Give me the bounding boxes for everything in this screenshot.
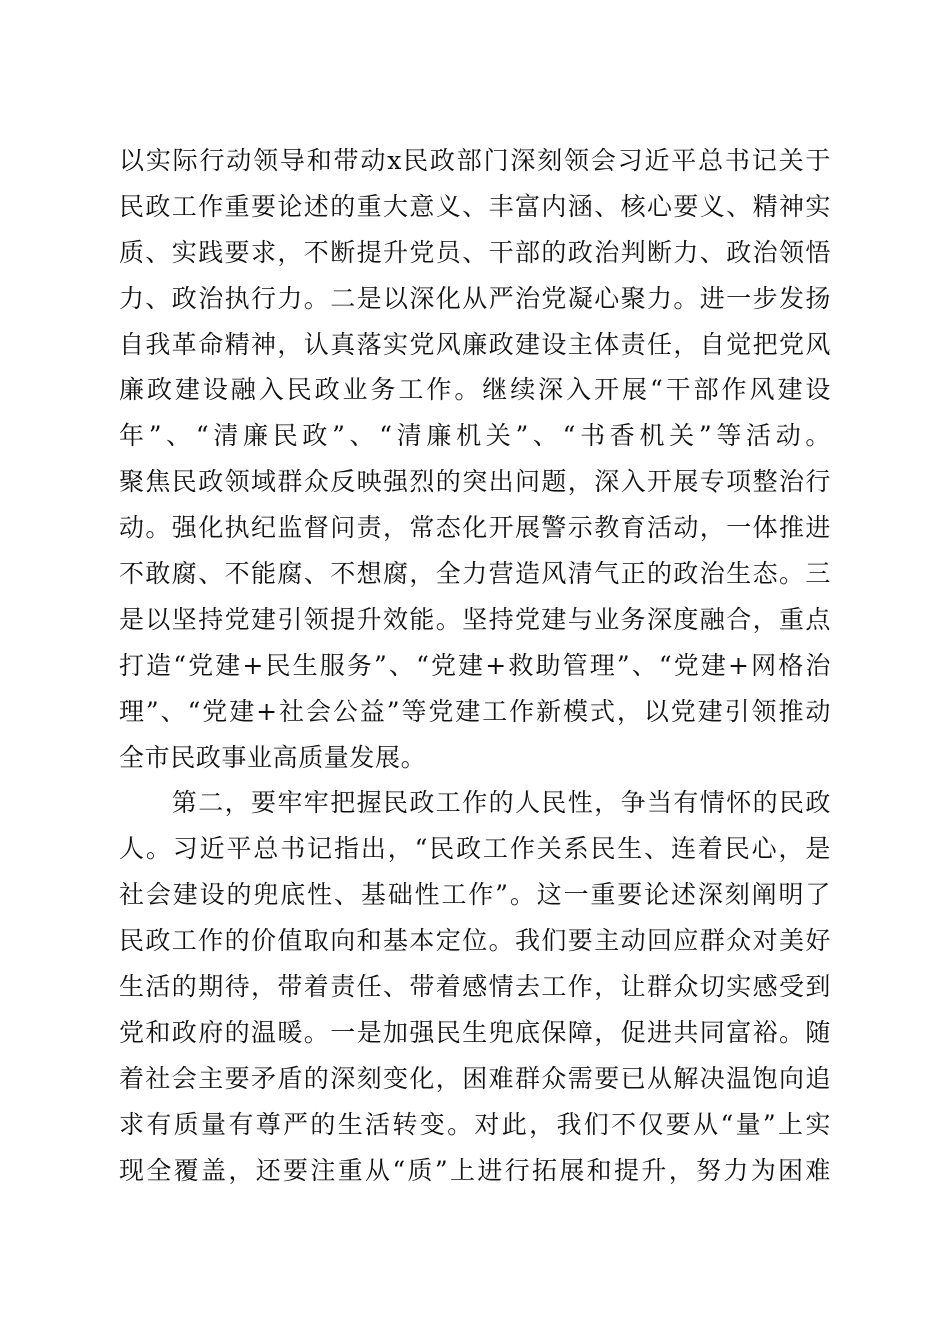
paragraph-1-line: 不敢腐、不能腐、不想腐，全力营造风清气正的政治生态。三 <box>119 559 831 589</box>
paragraph-2-line: 人。习近平总书记指出，“民政工作关系民生、连着民心，是 <box>119 834 831 864</box>
paragraph-1-line: 聚焦民政领域群众反映强烈的突出问题，深入开展专项整治行 <box>119 467 831 497</box>
paragraph-1-line: 以实际行动领导和带动x民政部门深刻领会习近平总书记关于 <box>119 146 831 175</box>
paragraph-1-line: 理”、“党建+社会公益”等党建工作新模式，以党建引领推动 <box>119 696 831 726</box>
paragraph-1-line: 打造“党建+民生服务”、“党建+救助管理”、“党建+网格治 <box>119 650 831 680</box>
paragraph-1-line: 全市民政事业高质量发展。 <box>119 742 427 772</box>
paragraph-2-line: 社会建设的兜底性、基础性工作”。这一重要论述深刻阐明了 <box>119 880 831 910</box>
paragraph-1-line: 是以坚持党建引领提升效能。坚持党建与业务深度融合，重点 <box>119 604 831 634</box>
paragraph-1-line: 年”、“清廉民政”、“清廉机关”、“书香机关”等活动。 <box>119 421 831 451</box>
paragraph-1-line: 民政工作重要论述的重大意义、丰富内涵、核心要义、精神实 <box>119 191 831 221</box>
paragraph-2-line: 民政工作的价值取向和基本定位。我们要主动回应群众对美好 <box>119 926 831 956</box>
paragraph-1 <box>119 138 831 780</box>
document-body <box>119 138 831 1193</box>
paragraph-2-line: 求有质量有尊严的生活转变。对此，我们不仅要从“量”上实 <box>119 1109 831 1139</box>
paragraph-2-line: 现全覆盖，还要注重从“质”上进行拓展和提升，努力为困难 <box>119 1155 831 1185</box>
paragraph-1-line: 力、政治执行力。二是以深化从严治党凝心聚力。进一步发扬 <box>119 283 831 313</box>
paragraph-1-line: 动。强化执纪监督问责，常态化开展警示教育活动，一体推进 <box>119 513 831 543</box>
paragraph-2-line: 党和政府的温暖。一是加强民生兜底保障，促进共同富裕。随 <box>119 1017 831 1047</box>
paragraph-2-line: 第二，要牢牢把握民政工作的人民性，争当有情怀的民政 <box>119 788 831 818</box>
paragraph-1-line: 质、实践要求，不断提升党员、干部的政治判断力、政治领悟 <box>119 237 831 267</box>
paragraph-2-line: 生活的期待，带着责任、带着感情去工作，让群众切实感受到 <box>119 972 831 1002</box>
paragraph-2-line: 着社会主要矛盾的深刻变化，困难群众需要已从解决温饱向追 <box>119 1063 831 1093</box>
paragraph-1-line: 自我革命精神，认真落实党风廉政建设主体责任，自觉把党风 <box>119 329 831 359</box>
paragraph-2 <box>119 780 831 1193</box>
paragraph-1-line: 廉政建设融入民政业务工作。继续深入开展“干部作风建设 <box>119 375 831 405</box>
